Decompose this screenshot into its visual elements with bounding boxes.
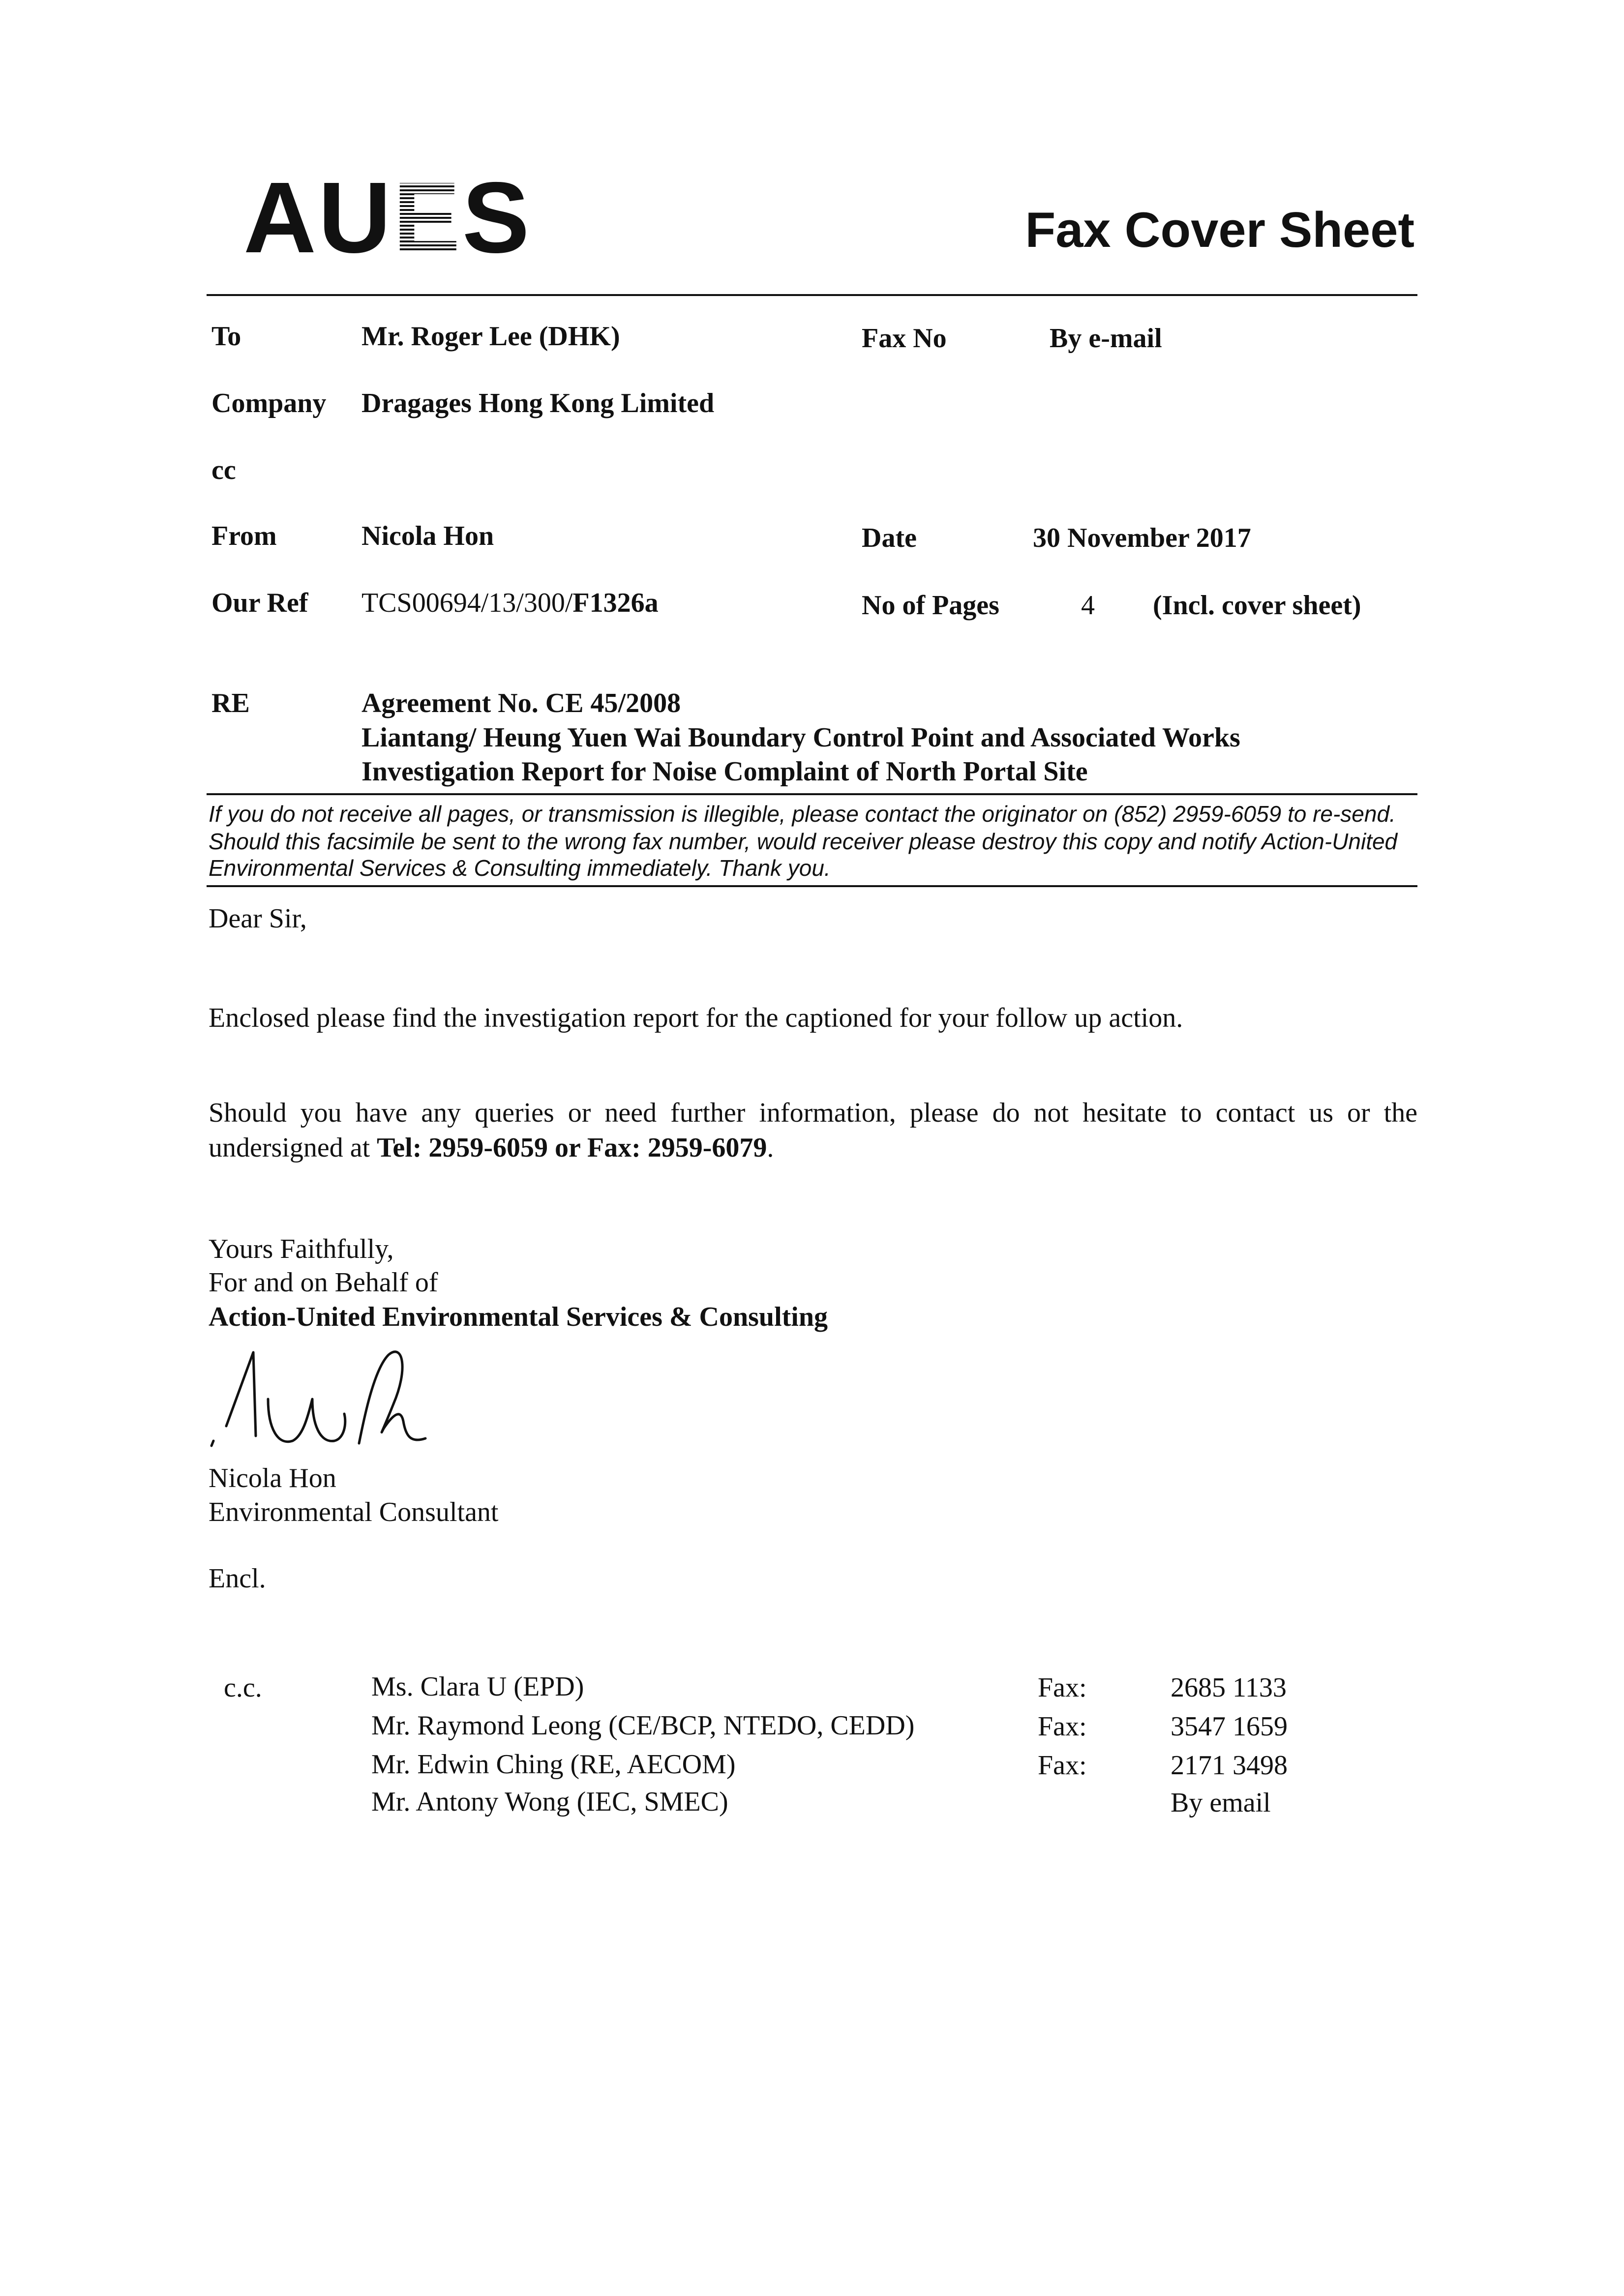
signer-title: Environmental Consultant <box>209 1497 499 1527</box>
re-divider <box>207 793 1417 795</box>
to-value: Mr. Roger Lee (DHK) <box>361 321 620 352</box>
cc-fax-4: By email <box>1171 1788 1271 1818</box>
pages-note: (Incl. cover sheet) <box>1153 590 1361 621</box>
closing-line-2: For and on Behalf of <box>209 1267 438 1298</box>
re-line-1: Agreement No. CE 45/2008 <box>361 688 681 718</box>
closing-line-1: Yours Faithfully, <box>209 1234 394 1264</box>
company-label: Company <box>211 388 327 418</box>
body-paragraph-2: Should you have any queries or need further information, please do not hesitate to contact us or the undersigned at Tel: 2959-6059 or Fax: 2959-6079. <box>209 1098 1417 1163</box>
date-value: 30 November 2017 <box>1033 523 1251 553</box>
disclaimer-line-2: Should this facsimile be sent to the wrong fax number, would receiver please destroy this copy and notify Action-United <box>209 829 1398 854</box>
no-of-pages-value: 4 <box>1081 590 1095 621</box>
company-signature-line: Action-United Environmental Services & Consulting <box>209 1302 828 1332</box>
disclaimer-line-1: If you do not receive all pages, or transmission is illegible, please contact the originator on (852) 2959-6059 to re-send. <box>209 801 1396 827</box>
re-line-3: Investigation Report for Noise Complaint of North Portal Site <box>361 756 1088 787</box>
our-ref-value: TCS00694/13/300/F1326a <box>361 588 659 618</box>
cc-name-1: Ms. Clara U (EPD) <box>371 1671 584 1702</box>
cc-fax-1: 2685 1133 <box>1171 1672 1287 1703</box>
salutation: Dear Sir, <box>209 903 307 934</box>
cc-list-label: c.c. <box>224 1672 262 1703</box>
cc-fax-2: 3547 1659 <box>1171 1711 1288 1742</box>
our-ref-label: Our Ref <box>211 588 308 618</box>
from-label: From <box>211 521 277 551</box>
cc-name-3: Mr. Edwin Ching (RE, AECOM) <box>371 1749 736 1780</box>
cc-name-4: Mr. Antony Wong (IEC, SMEC) <box>371 1787 728 1817</box>
cc-label: cc <box>211 455 236 485</box>
disclaimer-divider <box>207 885 1417 887</box>
cc-fax-label-3: Fax: <box>1038 1750 1087 1781</box>
disclaimer-line-3: Environmental Services & Consulting immediately. Thank you. <box>209 855 831 881</box>
page-title: Fax Cover Sheet <box>1025 203 1414 258</box>
re-line-2: Liantang/ Heung Yuen Wai Boundary Control Point and Associated Works <box>361 722 1240 753</box>
no-of-pages-label: No of Pages <box>862 590 999 621</box>
cc-fax-3: 2171 3498 <box>1171 1750 1288 1781</box>
handwritten-signature <box>207 1340 462 1463</box>
signer-name: Nicola Hon <box>209 1463 336 1493</box>
company-value: Dragages Hong Kong Limited <box>361 388 715 418</box>
re-label: RE <box>211 688 250 718</box>
header-divider <box>207 294 1417 296</box>
aues-logo: AUES <box>243 161 532 274</box>
enclosure-note: Encl. <box>209 1563 266 1594</box>
from-value: Nicola Hon <box>361 521 494 551</box>
date-label: Date <box>862 523 917 553</box>
fax-no-label: Fax No <box>862 323 947 354</box>
cc-fax-label-2: Fax: <box>1038 1711 1087 1742</box>
cc-fax-label-1: Fax: <box>1038 1672 1087 1703</box>
fax-no-value: By e-mail <box>1050 323 1162 354</box>
body-paragraph-1: Enclosed please find the investigation report for the captioned for your follow up action. <box>209 1003 1183 1033</box>
cc-name-2: Mr. Raymond Leong (CE/BCP, NTEDO, CEDD) <box>371 1710 915 1741</box>
to-label: To <box>211 321 241 352</box>
